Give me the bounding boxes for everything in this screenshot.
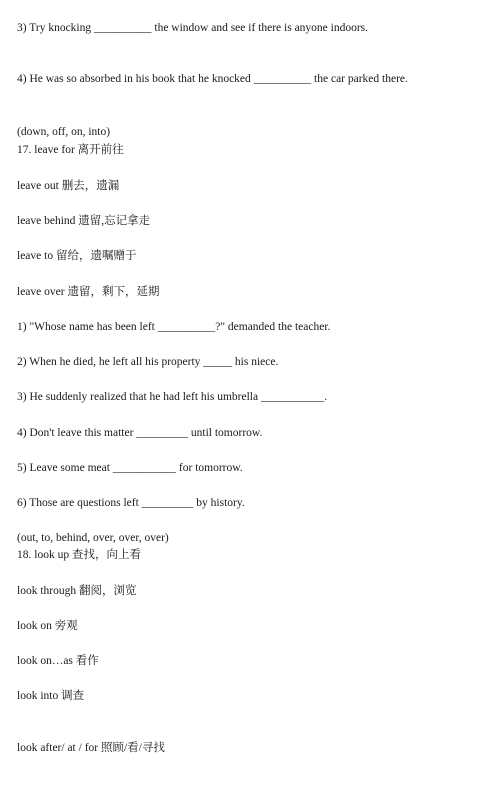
answer-key-leave: (out, to, behind, over, over, over) — [17, 532, 169, 544]
section-17-heading: 17. leave for 离开前往 — [17, 144, 124, 156]
exercise-3-leave: 3) He suddenly realized that he had left his umbrella ___________. — [17, 391, 328, 403]
exercise-5-leave: 5) Leave some meat ___________ for tomorrow. — [17, 462, 243, 474]
phrase-look-through: look through 翻阅，浏览 — [17, 585, 137, 597]
phrase-leave-over: leave over 遗留，剩下，延期 — [17, 286, 160, 298]
exercise-4-knock: 4) He was so absorbed in his book that he knocked __________ the car parked there. — [17, 73, 408, 85]
exercise-4-leave: 4) Don't leave this matter _________ until tomorrow. — [17, 427, 263, 439]
phrase-look-into: look into 调查 — [17, 690, 85, 702]
phrase-look-after-at-for: look after/ at / for 照顾/看/寻找 — [17, 742, 165, 754]
phrase-leave-out: leave out 删去，遗漏 — [17, 180, 120, 192]
exercise-3-knock: 3) Try knocking __________ the window and see if there is anyone indoors. — [17, 22, 369, 34]
exercise-6-leave: 6) Those are questions left _________ by history. — [17, 497, 245, 509]
phrase-leave-to: leave to 留给，遗嘱赠于 — [17, 250, 137, 262]
answer-key-knock: (down, off, on, into) — [17, 126, 111, 138]
phrase-leave-behind: leave behind 遗留,忘记拿走 — [17, 215, 151, 227]
exercise-1-leave: 1) "Whose name has been left __________?" demanded the teacher. — [17, 321, 331, 333]
phrase-look-on: look on 旁观 — [17, 620, 78, 632]
exercise-2-leave: 2) When he died, he left all his property _____ his niece. — [17, 356, 279, 368]
phrase-look-on-as: look on…as 看作 — [17, 655, 99, 667]
section-18-heading: 18. look up 查找，向上看 — [17, 549, 141, 561]
